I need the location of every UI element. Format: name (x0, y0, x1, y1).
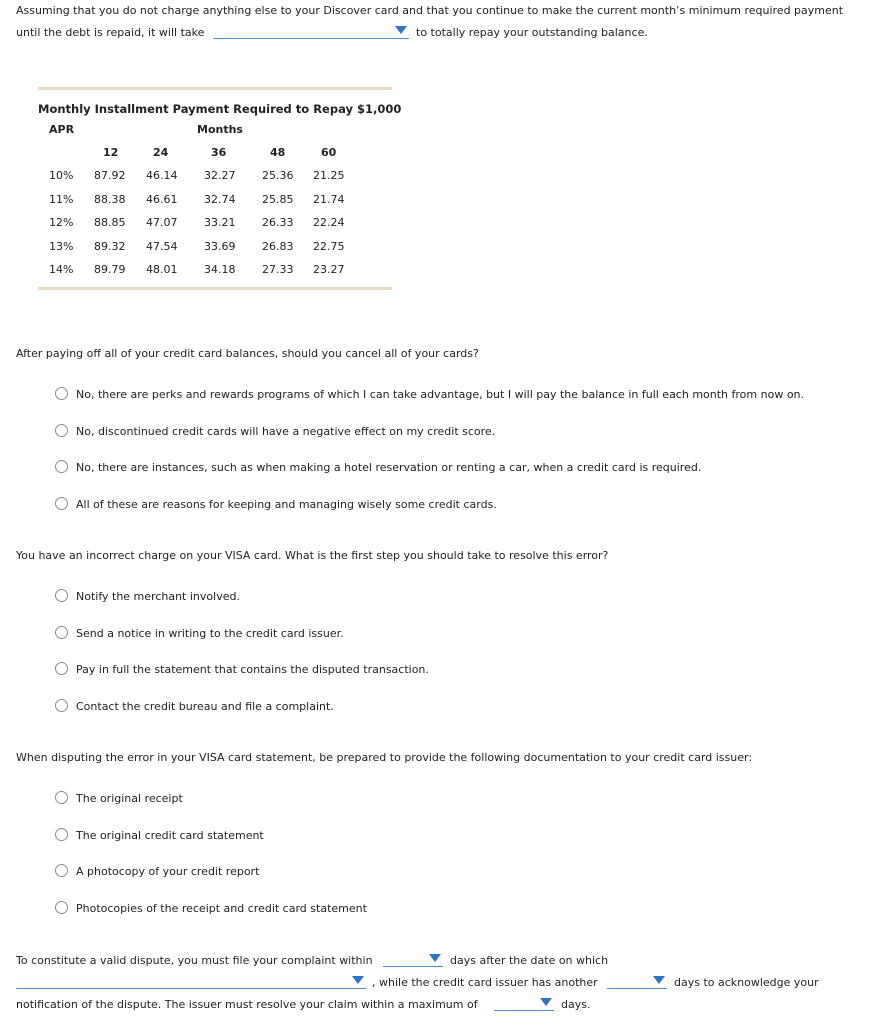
payment-cell: 26.83 (262, 239, 294, 253)
q2-option-3-label[interactable]: No, there are instances, such as when making a hotel reservation or renting a car, when a credit card is required. (76, 461, 702, 475)
payment-cell: 87.92 (94, 169, 126, 182)
q2-option-1-radio[interactable] (55, 387, 68, 400)
repay-time-dropdown[interactable] (213, 24, 409, 39)
date-event-dropdown[interactable] (16, 974, 366, 989)
payment-cell: 32.27 (204, 169, 236, 182)
table-bottom-rule (38, 287, 392, 290)
payment-cell: 22.24 (313, 216, 345, 229)
payment-cell: 33.21 (204, 216, 236, 229)
q5-text-line3-pre: notification of the dispute. The issuer must resolve your claim within a maximum of (16, 998, 478, 1011)
apr-cell: 10% (49, 169, 74, 182)
q4-option-1-label[interactable]: The original receipt (76, 792, 183, 805)
payment-cell: 25.36 (262, 169, 294, 182)
table-top-rule (38, 87, 392, 90)
q3-option-1-label[interactable]: Notify the merchant involved. (76, 590, 240, 603)
months-col-header: 60 (321, 146, 337, 159)
payment-cell: 46.61 (146, 192, 178, 206)
payment-cell: 22.75 (313, 239, 345, 253)
q3-option-4-label[interactable]: Contact the credit bureau and file a complaint. (76, 700, 334, 714)
q2-option-2-radio[interactable] (55, 424, 68, 437)
q5-text-line1-post: days after the date on which (450, 954, 609, 967)
payment-cell: 88.38 (94, 192, 126, 206)
q3-question: You have an incorrect charge on your VISA card. What is the first step you should take to resolve this error? (16, 549, 609, 562)
months-header: Months (197, 123, 243, 136)
q3-option-2-label[interactable]: Send a notice in writing to the credit card issuer. (76, 626, 344, 640)
payment-cell: 88.85 (94, 216, 126, 229)
payment-cell: 25.85 (262, 192, 294, 206)
apr-cell: 14% (49, 263, 74, 276)
payment-cell: 33.69 (204, 239, 236, 253)
payment-cell: 34.18 (204, 263, 236, 276)
payment-cell: 26.33 (262, 216, 294, 229)
q4-option-4-label[interactable]: Photocopies of the receipt and credit card statement (76, 902, 367, 916)
resolve-days-dropdown[interactable] (494, 996, 554, 1011)
payment-cell: 89.32 (94, 239, 126, 253)
apr-header: APR (49, 123, 75, 136)
payment-cell: 46.14 (146, 169, 178, 182)
chevron-down-icon (653, 976, 665, 984)
q2-option-4-label[interactable]: All of these are reasons for keeping and managing wisely some credit cards. (76, 498, 497, 512)
file-days-dropdown[interactable] (383, 952, 443, 967)
months-col-header: 48 (270, 146, 286, 159)
q3-option-4-radio[interactable] (55, 699, 68, 712)
chevron-down-icon (352, 976, 364, 984)
q2-option-1-label[interactable]: No, there are perks and rewards programs of which I can take advantage, but I will pay the balance in full each month from now on. (76, 388, 805, 401)
q2-question: After paying off all of your credit card balances, should you cancel all of your cards? (16, 347, 479, 360)
q2-option-4-radio[interactable] (55, 497, 68, 510)
q1-text-line2-post: to totally repay your outstanding balance. (416, 26, 648, 39)
payment-cell: 89.79 (94, 263, 126, 276)
q3-option-3-radio[interactable] (55, 662, 68, 675)
q3-option-2-radio[interactable] (55, 626, 68, 639)
q5-text-line3-post: days. (561, 998, 591, 1011)
payment-cell: 32.74 (204, 192, 236, 206)
q4-option-2-label[interactable]: The original credit card statement (76, 828, 264, 842)
payment-cell: 47.54 (146, 239, 178, 253)
q1-text-line1: Assuming that you do not charge anything else to your Discover card and that you continue to make the current month’s minimum required payment (16, 4, 844, 17)
payment-cell: 27.33 (262, 263, 294, 276)
chevron-down-icon (540, 998, 552, 1006)
payment-cell: 23.27 (313, 263, 345, 276)
apr-cell: 13% (49, 239, 74, 253)
q5-text-line2-mid: , while the credit card issuer has another (372, 976, 598, 989)
payment-cell: 47.07 (146, 216, 178, 229)
q4-question: When disputing the error in your VISA card statement, be prepared to provide the following documentation to your credit card issuer: (16, 751, 753, 764)
q3-option-1-radio[interactable] (55, 589, 68, 602)
q2-option-3-radio[interactable] (55, 460, 68, 473)
q1-text-line2-pre: until the debt is repaid, it will take (16, 26, 205, 39)
months-col-header: 24 (153, 146, 169, 159)
q4-option-4-radio[interactable] (55, 901, 68, 914)
q4-option-1-radio[interactable] (55, 791, 68, 804)
q4-option-3-label[interactable]: A photocopy of your credit report (76, 865, 260, 879)
payment-cell: 21.74 (313, 192, 345, 206)
payment-cell: 48.01 (146, 263, 178, 276)
q3-option-3-label[interactable]: Pay in full the statement that contains the disputed transaction. (76, 663, 429, 677)
chevron-down-icon (429, 954, 441, 962)
q2-option-2-label[interactable]: No, discontinued credit cards will have a negative effect on my credit score. (76, 424, 496, 438)
apr-cell: 12% (49, 216, 74, 229)
q5-text-line1-pre: To constitute a valid dispute, you must file your complaint within (16, 954, 373, 967)
q4-option-2-radio[interactable] (55, 828, 68, 841)
q4-option-3-radio[interactable] (55, 864, 68, 877)
payment-cell: 21.25 (313, 169, 345, 182)
months-col-header: 36 (211, 146, 227, 159)
apr-cell: 11% (49, 192, 74, 206)
q5-text-line2-post: days to acknowledge your (674, 976, 819, 989)
table-title: Monthly Installment Payment Required to Repay $1,000 (38, 102, 402, 116)
acknowledge-days-dropdown[interactable] (607, 974, 667, 989)
months-col-header: 12 (103, 146, 119, 159)
chevron-down-icon (395, 26, 407, 34)
